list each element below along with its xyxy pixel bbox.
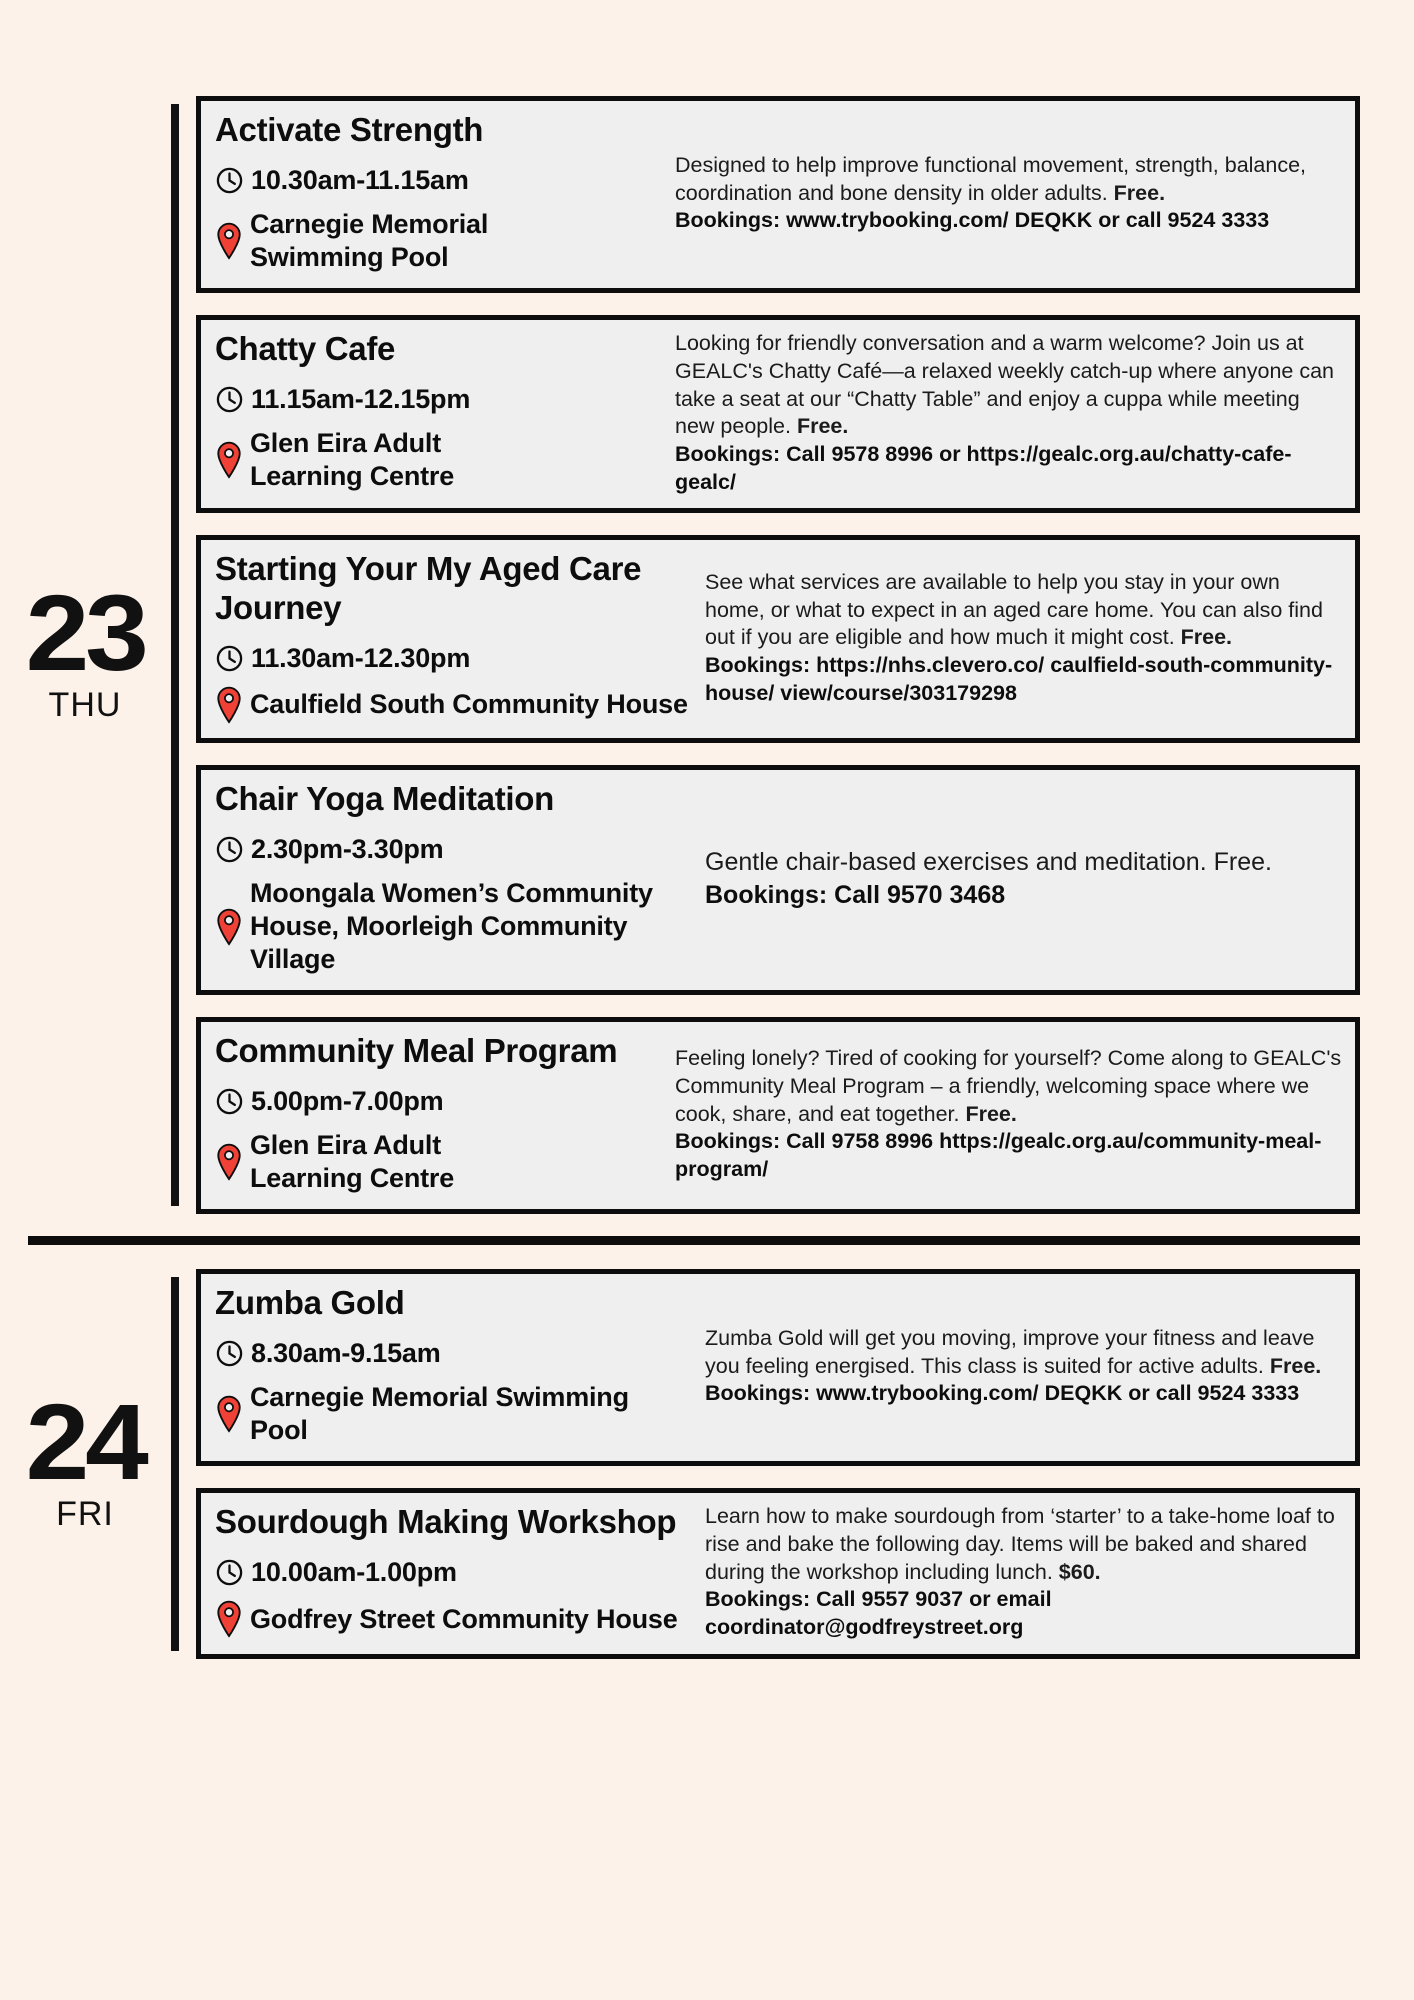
event-card[interactable] bbox=[196, 1269, 1360, 1466]
event-title: Activate Strength bbox=[215, 111, 484, 148]
event-price: $60. bbox=[1058, 1559, 1101, 1584]
event-location: Godfrey Street Community House bbox=[250, 1603, 678, 1634]
event-card-right bbox=[701, 1274, 1355, 1461]
day-number: 24 bbox=[25, 1380, 145, 1502]
event-booking[interactable]: Bookings: Call 9578 8996 or https://gealc.org.au/chatty-cafe-gealc/ bbox=[675, 442, 1292, 494]
day-block-24 bbox=[0, 1269, 1414, 1659]
calendar-flyer bbox=[0, 96, 1414, 2000]
day-label-24 bbox=[25, 1380, 167, 1534]
location-pin-icon bbox=[215, 908, 243, 946]
event-card[interactable] bbox=[196, 535, 1360, 742]
event-card-left bbox=[201, 770, 701, 990]
event-title: Community Meal Program bbox=[215, 1031, 618, 1069]
clock-icon bbox=[215, 1558, 244, 1587]
clock-icon bbox=[215, 1339, 244, 1368]
event-price: Free. bbox=[796, 414, 849, 439]
event-time-row bbox=[215, 1337, 691, 1370]
location-pin-icon bbox=[215, 686, 243, 724]
event-title: Starting Your My Aged Care Journey bbox=[215, 550, 642, 626]
event-time-row bbox=[215, 1556, 691, 1589]
location-pin-icon bbox=[215, 441, 243, 479]
event-title: Zumba Gold bbox=[215, 1284, 405, 1322]
event-card-left bbox=[201, 1022, 671, 1209]
event-card-right bbox=[701, 1493, 1355, 1654]
day-gutter-23 bbox=[0, 96, 196, 1214]
clock-icon bbox=[215, 385, 244, 414]
event-time: 2.30pm-3.30pm bbox=[251, 834, 444, 865]
event-location: Glen Eira Adult Learning Centre bbox=[250, 428, 455, 492]
event-price: Free. bbox=[1269, 1353, 1322, 1378]
clock-icon bbox=[215, 835, 244, 864]
event-description: Learn how to make sourdough from ‘starter’ to a take-home loaf to rise and bake the following day. Items will be baked and shared during the workshop including lunch. $60. bbox=[705, 1504, 1335, 1584]
event-card[interactable] bbox=[196, 1488, 1360, 1659]
event-booking[interactable]: Bookings: https://nhs.clevero.co/ caulfield-south-community-house/ view/course/303179298 bbox=[705, 653, 1333, 705]
event-time-row bbox=[215, 383, 661, 416]
event-card-left bbox=[201, 540, 701, 737]
event-card[interactable] bbox=[196, 96, 1360, 293]
event-time: 11.15am-12.15pm bbox=[251, 384, 471, 415]
event-booking[interactable]: Bookings: Call 9570 3468 bbox=[705, 880, 1006, 909]
event-location: Carnegie Memorial Swimming Pool bbox=[250, 209, 489, 273]
event-card-left bbox=[201, 101, 671, 288]
event-card-right bbox=[671, 320, 1355, 508]
location-pin-icon bbox=[215, 1395, 243, 1433]
clock-icon bbox=[215, 1087, 244, 1116]
event-location: Moongala Women’s Community House, Moorleigh Community Village bbox=[250, 878, 653, 975]
event-time: 5.00pm-7.00pm bbox=[251, 1086, 444, 1117]
events-column-24 bbox=[196, 1269, 1414, 1659]
event-booking[interactable]: Bookings: www.trybooking.com/ DEQKK or call 9524 3333 bbox=[705, 1381, 1300, 1406]
event-location-row bbox=[215, 877, 691, 976]
event-card-left bbox=[201, 1274, 701, 1461]
event-price: Free. bbox=[965, 1101, 1017, 1126]
event-title: Chatty Cafe bbox=[215, 330, 396, 368]
day-weekday: THU bbox=[48, 686, 122, 725]
event-card[interactable] bbox=[196, 1017, 1360, 1214]
event-location-row bbox=[215, 208, 661, 274]
event-time: 8.30am-9.15am bbox=[251, 1338, 441, 1369]
event-card[interactable] bbox=[196, 765, 1360, 995]
event-description: Gentle chair-based exercises and meditation. Free. bbox=[705, 847, 1272, 876]
event-location-row bbox=[215, 1600, 691, 1638]
event-card-right bbox=[701, 540, 1355, 737]
day-divider bbox=[28, 1236, 1360, 1245]
day-label-23 bbox=[25, 572, 167, 725]
event-description: Zumba Gold will get you moving, improve your fitness and leave you feeling energised. This class is suited for active adults. Free. bbox=[705, 1325, 1322, 1378]
event-location-row bbox=[215, 427, 661, 493]
event-time: 10.00am-1.00pm bbox=[251, 1557, 457, 1588]
clock-icon bbox=[215, 166, 244, 195]
event-price: Free. bbox=[1180, 625, 1233, 650]
event-booking[interactable]: Bookings: Call 9758 8996 https://gealc.org.au/community-meal-program/ bbox=[675, 1129, 1322, 1182]
event-card-right bbox=[671, 1022, 1355, 1209]
location-pin-icon bbox=[215, 1600, 243, 1638]
event-time: 10.30am-11.15am bbox=[251, 165, 469, 196]
event-location-row bbox=[215, 1381, 691, 1447]
location-pin-icon bbox=[215, 222, 243, 260]
location-pin-icon bbox=[215, 1143, 243, 1181]
event-booking[interactable]: Bookings: Call 9557 9037 or email coordinator@godfreystreet.org bbox=[705, 1587, 1052, 1640]
event-location-row bbox=[215, 686, 691, 724]
event-description: Designed to help improve functional movement, strength, balance, coordination and bone density in older adults. Free. bbox=[675, 152, 1307, 205]
day-block-23 bbox=[0, 96, 1414, 1214]
day-number: 23 bbox=[25, 572, 145, 693]
event-time: 11.30am-12.30pm bbox=[251, 643, 471, 674]
event-card-left bbox=[201, 320, 671, 508]
event-card-right bbox=[671, 101, 1355, 288]
event-location: Caulfield South Community House bbox=[250, 689, 688, 720]
event-location-row bbox=[215, 1129, 661, 1195]
event-description: Feeling lonely? Tired of cooking for yourself? Come along to GEALC's Community Meal Program – a friendly, welcoming space where we cook, share, and eat together. Free. bbox=[675, 1046, 1342, 1126]
event-location: Carnegie Memorial Swimming Pool bbox=[250, 1382, 629, 1446]
event-time-row bbox=[215, 833, 691, 866]
day-vertical-rule bbox=[171, 104, 179, 1206]
event-time-row bbox=[215, 642, 691, 675]
clock-icon bbox=[215, 644, 244, 673]
event-time-row bbox=[215, 1085, 661, 1118]
event-booking[interactable]: Bookings: www.trybooking.com/ DEQKK or call 9524 3333 bbox=[675, 208, 1270, 233]
event-description: Looking for friendly conversation and a warm welcome? Join us at GEALC's Chatty Café—a relaxed weekly catch-up where anyone can take a seat at our “Chatty Table” and enjoy a cuppa while meeting new people. Free. bbox=[675, 331, 1334, 439]
day-vertical-rule bbox=[171, 1277, 179, 1651]
event-card-right bbox=[701, 770, 1355, 990]
day-gutter-24 bbox=[0, 1269, 196, 1659]
events-column-23 bbox=[196, 96, 1414, 1214]
event-card[interactable] bbox=[196, 315, 1360, 513]
event-title: Sourdough Making Workshop bbox=[215, 1503, 677, 1541]
event-location: Glen Eira Adult Learning Centre bbox=[250, 1130, 455, 1194]
event-description: See what services are available to help you stay in your own home, or what to expect in an aged care home. You can also find out if you are eligible and how much it might cost. Free. bbox=[705, 569, 1323, 650]
day-weekday: FRI bbox=[56, 1494, 114, 1533]
event-time-row bbox=[215, 164, 661, 197]
event-title: Chair Yoga Meditation bbox=[215, 779, 555, 817]
event-price: Free. bbox=[1113, 180, 1166, 205]
event-card-left bbox=[201, 1493, 701, 1654]
